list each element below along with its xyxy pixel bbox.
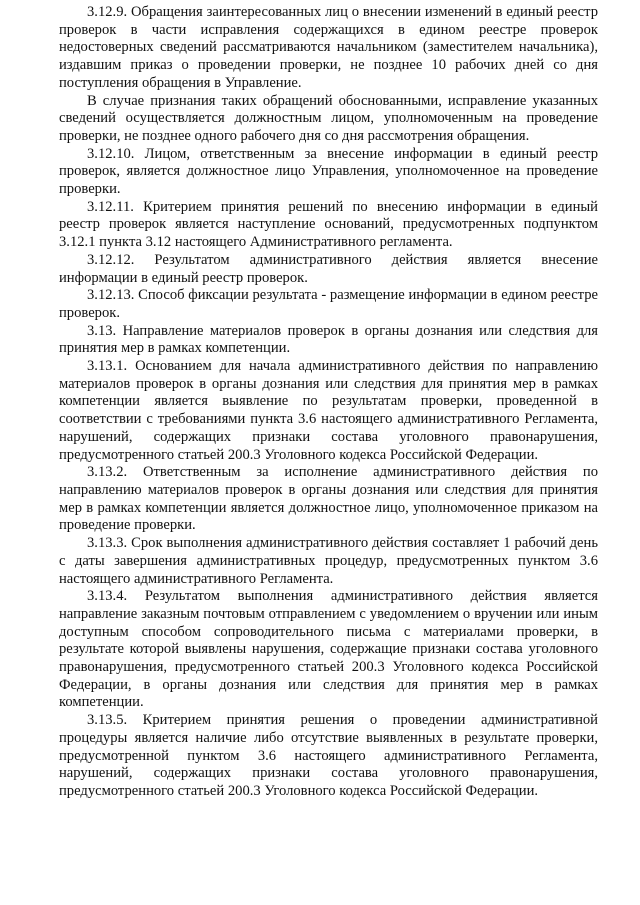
paragraph-3-12-9: 3.12.9. Обращения заинтересованных лиц о внесении изменений в единый реестр проверок в части исправления содержащихся в едином реестре проверок недостоверных сведений рассматриваются начальником (заместителем начальника), издавшим приказ о проведении проверки, не позднее 10 рабочих дней со дня поступления обращения в Управление. <box>59 4 598 91</box>
document-page <box>59 4 598 801</box>
paragraph-3-13-4: 3.13.4. Результатом выполнения административного действия является направление заказным почтовым отправлением с уведомлением о вручении или иным доступным способом сопроводительного письма с материалами проверки, в результате которой выявлены нарушения, содержащие признаки состава уголовного правонарушения, предусмотренного статьей 200.3 Уголовного кодекса Российской Федерации, в органы дознания или следствия для принятия мер в рамках компетенции. <box>59 588 598 711</box>
paragraph-3-12-12: 3.12.12. Результатом административного действия является внесение информации в единый реестр проверок. <box>59 251 598 286</box>
paragraph-3-12-13: 3.12.13. Способ фиксации результата - размещение информации в едином реестре проверок. <box>59 287 598 321</box>
section-heading-3-13: 3.13. Направление материалов проверок в органы дознания или следствия для принятия мер в рамках компетенции. <box>59 322 598 357</box>
paragraph-3-13-3: 3.13.3. Срок выполнения административного действия составляет 1 рабочий день с даты завершения административных процедур, предусмотренных пунктом 3.6 настоящего административного Регламента. <box>59 535 598 587</box>
paragraph-3-13-5: 3.13.5. Критерием принятия решения о проведении административной процедуры является наличие либо отсутствие выявленных в результате проверки, предусмотренной пунктом 3.6 настоящего административного Регламента, нарушений, содержащих признаки состава уголовного правонарушения, предусмотренного статьей 200.3 Уголовного кодекса Российской Федерации. <box>59 712 598 799</box>
paragraph-3-12-11: 3.12.11. Критерием принятия решений по внесению информации в единый реестр проверок является наступление оснований, предусмотренных подпунктом 3.12.1 пункта 3.12 настоящего Административного регламента. <box>59 198 598 251</box>
paragraph-3-13-2: 3.13.2. Ответственным за исполнение административного действия по направлению материалов проверок в органы дознания или следствия для принятия мер в рамках компетенции является должностное лицо, уполномоченное приказом на проведение проверки. <box>59 464 598 534</box>
paragraph-3-12-9-continued: В случае признания таких обращений обоснованными, исправление указанных сведений осуществляется должностным лицом, уполномоченным на проведение проверки, не позднее одного рабочего дня со дня рассмотрения обращения. <box>59 92 598 144</box>
paragraph-3-12-10: 3.12.10. Лицом, ответственным за внесение информации в единый реестр проверок, является должностное лицо Управления, уполномоченное на проведение проверки. <box>59 145 598 198</box>
paragraph-3-13-1: 3.13.1. Основанием для начала административного действия по направлению материалов проверок в органы дознания или следствия для принятия мер в рамках компетенции является выявление по результатам проверки, проведенной в соответствии с требованиями пункта 3.6 настоящего административного Регламента, нарушений, содержащих признаки состава уголовного правонарушения, предусмотренного статьей 200.3 Уголовного кодекса Российской Федерации. <box>59 358 598 463</box>
